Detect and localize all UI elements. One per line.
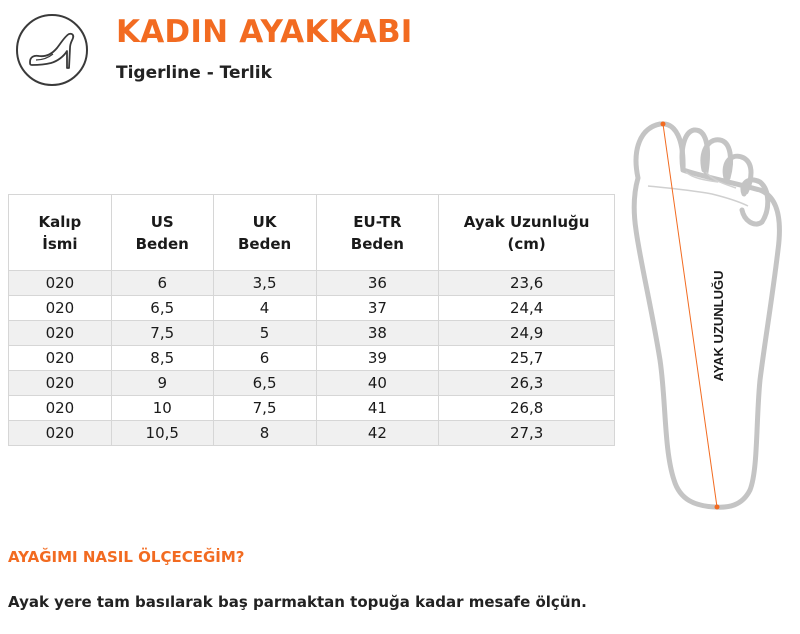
table-cell: 6,5	[213, 371, 316, 396]
table-cell: 10	[111, 396, 213, 421]
table-cell: 40	[316, 371, 439, 396]
table-row	[9, 271, 615, 296]
column-header-eu: EU-TR Beden	[316, 195, 439, 271]
table-cell: 8	[213, 421, 316, 446]
table-cell: 020	[9, 321, 112, 346]
table-cell: 41	[316, 396, 439, 421]
table-cell: 020	[9, 296, 112, 321]
table-cell: 020	[9, 271, 112, 296]
howto-instruction: Ayak yere tam basılarak baş parmaktan topuğa kadar mesafe ölçün.	[8, 593, 587, 611]
table-row	[9, 296, 615, 321]
table-cell: 39	[316, 346, 439, 371]
table-cell: 10,5	[111, 421, 213, 446]
column-header-uk: UK Beden	[213, 195, 316, 271]
measure-start-dot	[661, 122, 666, 127]
table-cell: 26,8	[439, 396, 615, 421]
table-row	[9, 421, 615, 446]
table-row	[9, 371, 615, 396]
table-row	[9, 346, 615, 371]
table-cell: 8,5	[111, 346, 213, 371]
table-cell: 27,3	[439, 421, 615, 446]
table-cell: 42	[316, 421, 439, 446]
table-cell: 24,9	[439, 321, 615, 346]
table-cell: 5	[213, 321, 316, 346]
page-title: KADIN AYAKKABI	[116, 14, 413, 50]
foot-length-label: AYAK UZUNLUĞU	[711, 270, 726, 382]
table-cell: 020	[9, 346, 112, 371]
table-header-row	[9, 195, 615, 271]
table-cell: 23,6	[439, 271, 615, 296]
table-cell: 6,5	[111, 296, 213, 321]
howto-heading: AYAĞIMI NASIL ÖLÇECEĞİM?	[8, 548, 245, 566]
table-cell: 36	[316, 271, 439, 296]
table-cell: 26,3	[439, 371, 615, 396]
measure-end-dot	[715, 505, 720, 510]
column-header-kalip: Kalıp İsmi	[9, 195, 112, 271]
table-cell: 25,7	[439, 346, 615, 371]
table-cell: 6	[213, 346, 316, 371]
table-cell: 6	[111, 271, 213, 296]
size-table	[8, 194, 615, 446]
table-cell: 9	[111, 371, 213, 396]
shoe-logo	[16, 14, 88, 86]
table-cell: 3,5	[213, 271, 316, 296]
column-header-us: US Beden	[111, 195, 213, 271]
high-heel-shoe-icon	[26, 26, 80, 76]
page-subtitle: Tigerline - Terlik	[116, 63, 272, 83]
table-cell: 4	[213, 296, 316, 321]
table-row	[9, 396, 615, 421]
table-row	[9, 321, 615, 346]
table-cell: 38	[316, 321, 439, 346]
table-cell: 020	[9, 421, 112, 446]
table-cell: 020	[9, 371, 112, 396]
table-cell: 24,4	[439, 296, 615, 321]
column-header-foot-length: Ayak Uzunluğu (cm)	[439, 195, 615, 271]
toe-crease	[648, 186, 748, 206]
foot-length-line	[663, 124, 717, 507]
table-cell: 7,5	[213, 396, 316, 421]
table-cell: 37	[316, 296, 439, 321]
table-cell: 7,5	[111, 321, 213, 346]
table-cell: 020	[9, 396, 112, 421]
foot-diagram	[630, 118, 790, 518]
